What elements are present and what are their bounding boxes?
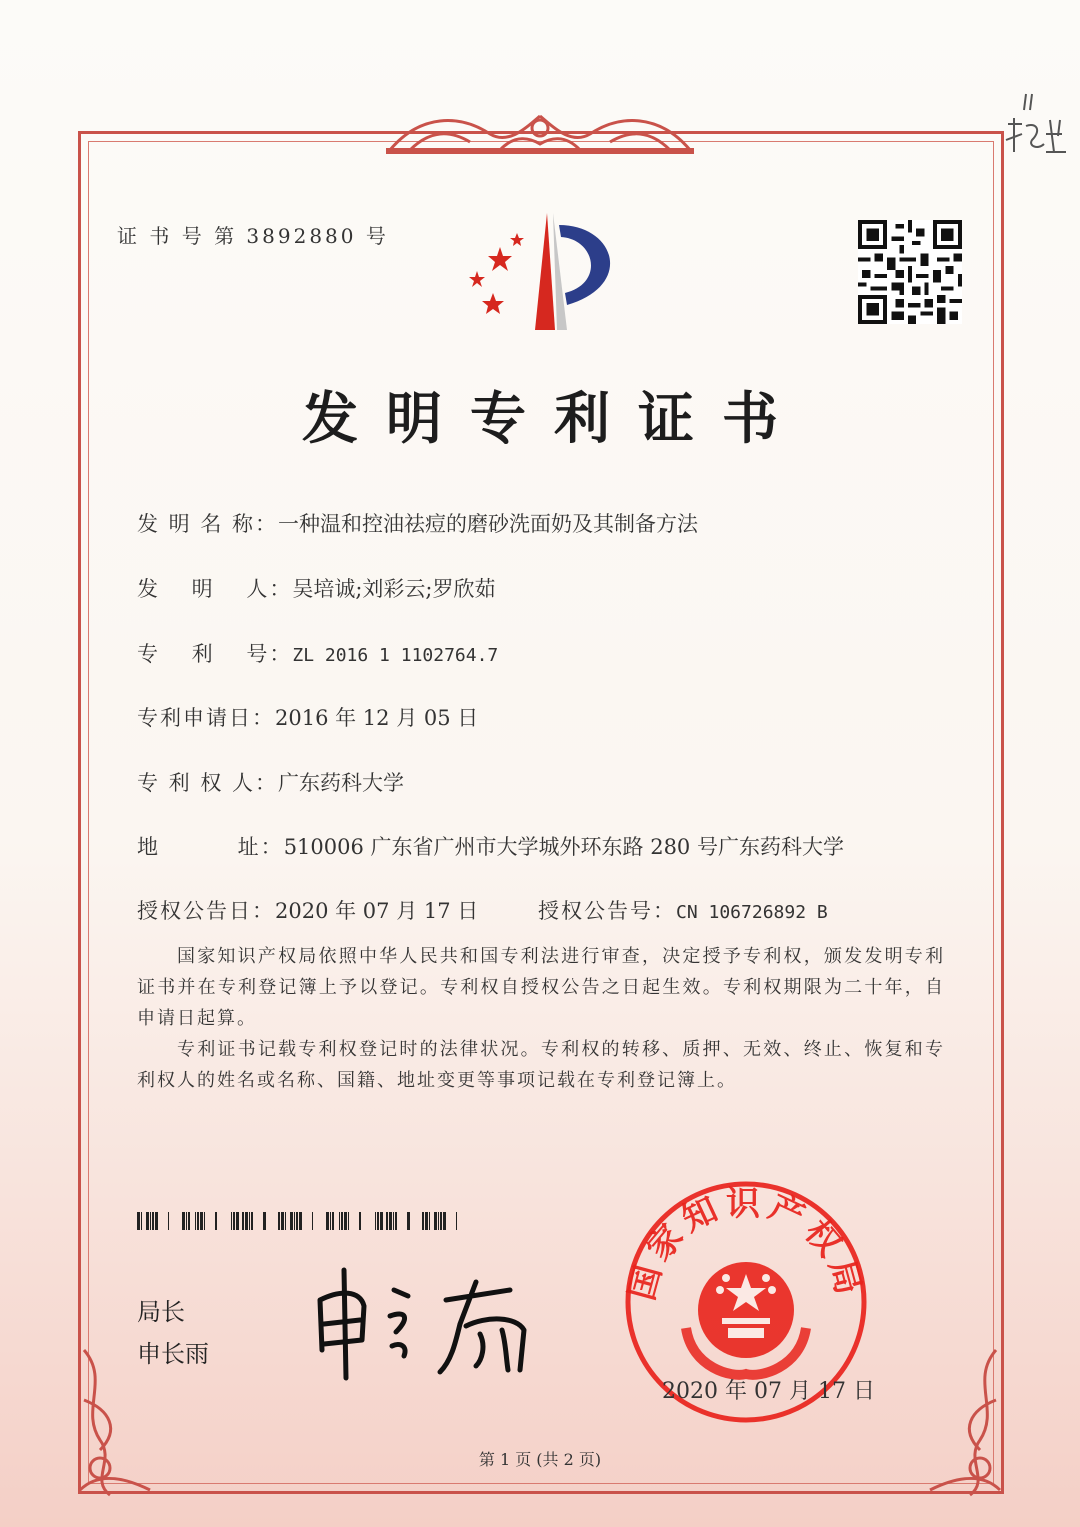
field-patentee (137, 767, 404, 797)
field-grant-date (137, 895, 478, 925)
field-value: 吴培诚;刘彩云;罗欣茹 (292, 577, 496, 601)
field-value: 广东药科大学 (278, 771, 405, 795)
field-value: ZL 2016 1 1102764.7 (292, 645, 499, 666)
seal-text: 国家知识产权局 (622, 1183, 870, 1305)
field-value: 510006 广东省广州市大学城外环东路 280 号广东药科大学 (283, 835, 844, 859)
field-label: 发 明 人： (137, 577, 293, 601)
field-label: 专 利 权 人： (137, 771, 279, 795)
top-ornament (380, 104, 700, 160)
field-value: 2016 年 12 月 05 日 (275, 706, 479, 730)
director-title: 局长 (137, 1298, 185, 1326)
field-filing-date (137, 702, 478, 732)
field-label: 专 利 号： (137, 642, 293, 666)
field-label: 授权公告日： (137, 899, 275, 923)
statement-paragraph: 专利证书记载专利权登记时的法律状况。专利权的转移、质押、无效、终止、恢复和专利权人的姓名或名称、国籍、地址变更等事项记载在专利登记簿上。 (137, 1039, 945, 1091)
certificate-number: 证 书 号 第 3892880 号 (117, 224, 389, 248)
page-number: 第 1 页 (共 2 页) (478, 1450, 602, 1469)
field-value: 2020 年 07 月 17 日 (275, 899, 479, 923)
qr-code (858, 220, 962, 324)
field-value: CN 106726892 B (676, 902, 828, 923)
handwritten-mark (1002, 90, 1080, 170)
field-address (137, 831, 844, 861)
barcode (137, 1212, 457, 1230)
field-label: 地 址： (137, 835, 284, 859)
seal-date: 2020 年 07 月 17 日 (662, 1379, 875, 1404)
field-label: 专利申请日： (137, 706, 275, 730)
certificate-title: 发明专利证书 (302, 386, 806, 452)
field-value: 一种温和控油祛痘的磨砂洗面奶及其制备方法 (278, 512, 699, 536)
field-invention-name (137, 508, 698, 538)
field-patent-number (137, 638, 498, 668)
field-inventors (137, 573, 496, 603)
bottom-right-ornament (920, 1340, 1010, 1500)
statement-paragraph: 国家知识产权局依照中华人民共和国专利法进行审查，决定授予专利权，颁发发明专利证书并在专利登记簿上予以登记。专利权自授权公告之日起生效。专利权期限为二十年，自申请日起算。 (137, 946, 945, 1029)
cnipa-logo (455, 205, 625, 335)
director-name: 申长雨 (137, 1340, 209, 1368)
director-signature (310, 1260, 550, 1390)
field-grant-number (538, 895, 828, 925)
field-label: 授权公告号： (538, 899, 676, 923)
field-label: 发 明 名 称： (137, 512, 279, 536)
